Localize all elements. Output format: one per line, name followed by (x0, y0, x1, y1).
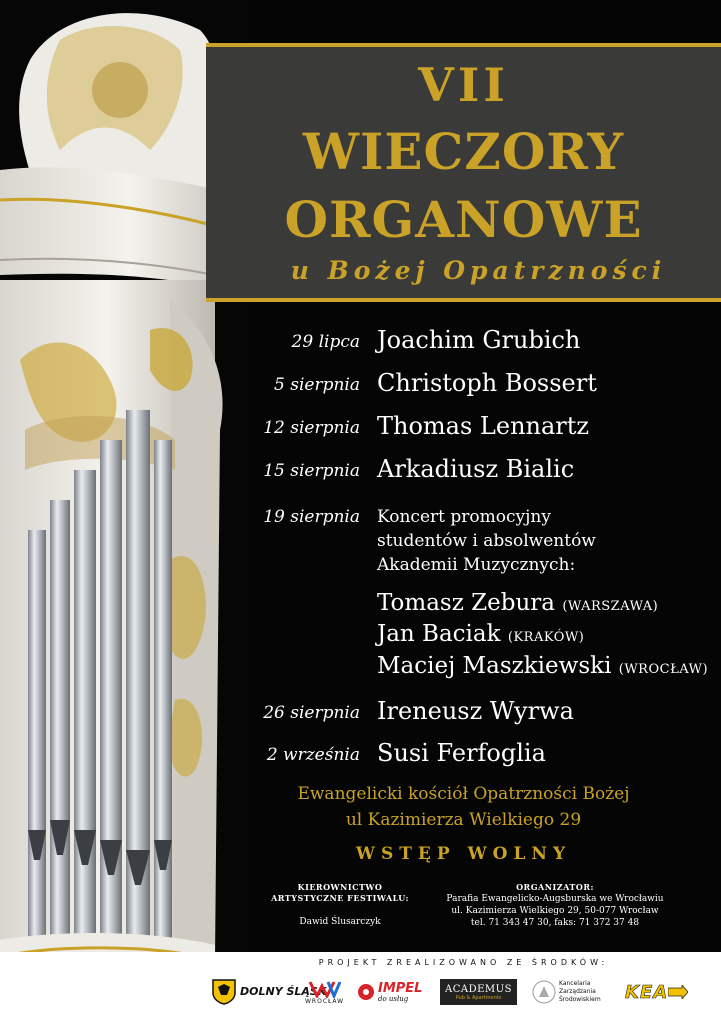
performer-name: Ireneusz Wyrwa (377, 697, 574, 725)
concert-date: 29 lipca (291, 332, 360, 352)
kancelaria-emblem-icon (532, 980, 556, 1004)
student-name: Maciej Maszkiewski (377, 653, 612, 679)
concert-date: 2 września (266, 745, 360, 765)
festival-director: Dawid Ślusarczyk (299, 917, 381, 927)
performer-name: Susi Ferfoglia (377, 739, 546, 767)
performer-name: Christoph Bossert (377, 369, 597, 397)
student-city: (KRAKÓW) (507, 630, 585, 645)
academus-tagline: Pub & Apartments (455, 994, 502, 1001)
student-performer (377, 621, 584, 647)
organizer-label: ORGANIZATOR: (516, 882, 594, 892)
concert-date: 26 sierpnia (263, 703, 360, 723)
title-line-1: WIECZORY (302, 122, 625, 181)
impel-circle-icon (357, 983, 375, 1001)
concert-date: 12 sierpnia (263, 418, 360, 438)
student-city: (WROCŁAW) (618, 662, 709, 677)
direction-label-line: KIEROWNICTWO (297, 882, 383, 892)
student-performer (377, 590, 658, 616)
promo-line: Akademii Muzycznych: (377, 555, 576, 575)
student-performer (377, 653, 708, 679)
impel-logo (357, 976, 422, 1008)
title-rule-top (206, 43, 721, 47)
kea-arrow-icon (668, 985, 688, 999)
impel-wordmark: IMPEL (378, 980, 423, 996)
kancelaria-text (559, 980, 601, 1004)
project-funding-text: PROJEKT ZREALIZOWANO ZE ŚRODKÓW: (318, 958, 609, 967)
student-city: (WARSZAWA) (562, 599, 659, 614)
concert-date: 19 sierpnia (263, 507, 360, 527)
promo-line: studentów i absolwentów (377, 531, 596, 551)
kancelaria-line: Środowiskiem (559, 996, 601, 1003)
kancelaria-line: Zarządzania (559, 988, 596, 995)
title-line-2: ORGANOWE (284, 190, 643, 249)
promo-line: Koncert promocyjny (377, 507, 551, 527)
admission-free: WSTĘP WOLNY (355, 844, 572, 864)
direction-label (260, 882, 420, 904)
title-subtitle: u Bożej Opatrzności (290, 256, 667, 285)
venue-name: Ewangelicki kościół Opatrzności Bożej (297, 784, 630, 804)
kea-logo (625, 976, 688, 1008)
kea-wordmark: KEA (625, 981, 669, 1003)
wroclaw-wordmark: WROCŁAW (305, 997, 345, 1005)
organizer-line: ul. Kazimierza Wielkiego 29, 50-077 Wrocław (451, 906, 659, 916)
concert-date: 15 sierpnia (263, 461, 360, 481)
title-rule-bottom (206, 298, 721, 302)
kancelaria-line: Kancelaria (559, 980, 591, 987)
dolny-slask-wordmark: DOLNY ŚLĄSK (240, 985, 327, 998)
kancelaria-logo (532, 976, 601, 1008)
organizer-line: tel. 71 343 47 30, faks: 71 372 37 48 (470, 918, 640, 928)
performer-name: Thomas Lennartz (377, 412, 590, 440)
impel-tagline: do usług (378, 994, 409, 1003)
edition-numeral: VII (418, 58, 509, 112)
wroclaw-w-icon (308, 980, 342, 998)
academus-logo (440, 979, 517, 1005)
impel-text (378, 982, 422, 1003)
student-name: Jan Baciak (377, 621, 501, 647)
performer-name: Arkadiusz Bialic (377, 455, 575, 483)
wroclaw-logo (305, 976, 344, 1008)
concert-date: 5 sierpnia (274, 375, 360, 395)
venue-address: ul Kazimierza Wielkiego 29 (345, 810, 582, 830)
performer-name: Joachim Grubich (377, 326, 581, 354)
eagle-shield-icon (212, 979, 236, 1005)
academus-wordmark: ACADEMUS (445, 983, 512, 995)
direction-label-line: ARTYSTYCZNE FESTIWALU: (271, 893, 409, 903)
organizer-line: Parafia Ewangelicko-Augsburska we Wrocławiu (446, 894, 664, 904)
student-name: Tomasz Zebura (377, 590, 555, 616)
